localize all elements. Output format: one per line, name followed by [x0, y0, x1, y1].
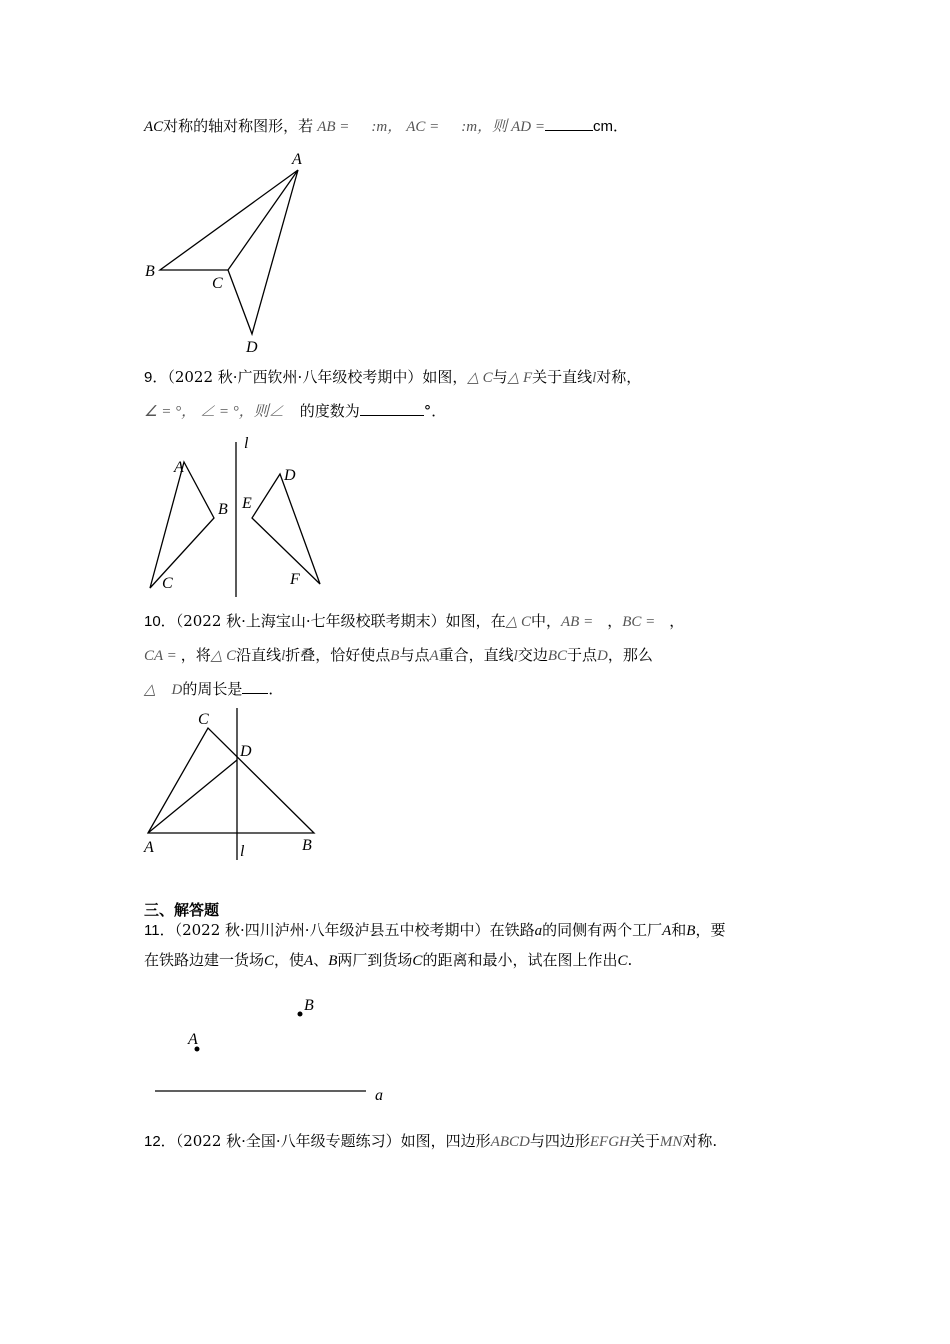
q9-angle2: ∠ = °，则 [200, 404, 269, 420]
q9-label-f: F [290, 571, 300, 588]
q10-bc2: BC [547, 648, 568, 664]
q10-figure [140, 700, 340, 865]
q9-tri1: △ C [467, 370, 493, 386]
q10-text9: 于点 [567, 646, 598, 664]
q11-label-b: B [304, 997, 314, 1014]
q8-unit2: :m，则 [461, 119, 508, 135]
q10-line2 [144, 645, 653, 666]
q8-line [144, 116, 628, 137]
q11-line2 [144, 950, 632, 971]
q8-label-d: D [246, 339, 258, 356]
q8-ac: AC = [406, 119, 440, 135]
q11-and: 和 [671, 921, 687, 939]
q9-triangle-def [252, 474, 320, 584]
q12-text3: 对称. [682, 1132, 718, 1150]
q10-text1: 如图，在 [445, 612, 506, 630]
q10-text7: 重合，直线 [438, 646, 514, 664]
q12-num: 12． [144, 1133, 176, 1150]
q10-comma1: ， [607, 612, 623, 630]
q11-B2: B [328, 953, 338, 969]
q9-tri2: △ F [507, 370, 533, 386]
q10-text3: ，将 [180, 646, 211, 664]
q10-ab: AB = [561, 614, 594, 630]
q12-q2: EFGH [589, 1134, 630, 1150]
q9-text2: 关于直线 [532, 368, 593, 386]
q10-segment-ad [148, 760, 237, 833]
q11-source: （2022 秋·四川泸州·八年级泸县五中校考期中） [174, 921, 490, 939]
q8-unit3: cm． [592, 118, 628, 135]
q12-with: 与四边形 [529, 1132, 590, 1150]
q12-source: （2022 秋·全国·八年级专题练习） [175, 1132, 401, 1150]
q11-line1 [144, 920, 725, 941]
q11-text3: ，要 [695, 921, 726, 939]
q11-text5: ，使 [274, 951, 305, 969]
q8-label-b: B [145, 263, 155, 280]
q9-line1 [144, 367, 641, 388]
q8-figure [140, 150, 320, 360]
q9-label-c: C [162, 575, 173, 592]
q12-q1: ABCD [490, 1134, 530, 1150]
q11-text6: 两厂到货场 [337, 951, 413, 969]
q12-text1: 如图，四边形 [400, 1132, 491, 1150]
q10-label-l: l [240, 843, 245, 860]
q9-deg: °． [423, 402, 447, 420]
q8-answer-blank[interactable] [545, 116, 593, 131]
q9-source: （2022 秋·广西钦州·八年级校考期中） [167, 368, 423, 386]
q10-label-b: B [302, 837, 312, 854]
q11-num: 11． [144, 922, 175, 939]
q11-label-rail: a [375, 1087, 383, 1104]
q10-line1 [144, 611, 684, 632]
q10-text2: 中， [530, 612, 561, 630]
q9-label-l: l [244, 435, 249, 452]
q11-figure [150, 990, 400, 1105]
q11-C: C [264, 953, 275, 969]
q10-source: （2022 秋·上海宝山·七年级校联考期末） [175, 612, 446, 630]
q9-label-a: A [174, 459, 184, 476]
q10-text11: 的周长是 [182, 680, 243, 698]
q12-text2: 关于 [629, 1132, 660, 1150]
q9-angle3: ∠ [268, 404, 284, 420]
q10-tri2: △ C [210, 648, 237, 664]
q10-bc: BC = [622, 614, 656, 630]
q11-text1: 在铁路 [489, 921, 535, 939]
q9-text4: 的度数为 [299, 402, 360, 420]
q10-num: 10． [144, 613, 176, 630]
q10-ca: CA = [144, 648, 177, 664]
q9-label-e: E [242, 495, 252, 512]
q10-tri: △ C [505, 614, 531, 630]
q11-A2: A [304, 953, 314, 969]
q10-line3 [144, 679, 283, 700]
q9-label-d: D [284, 467, 296, 484]
q11-C2: C [412, 953, 423, 969]
q10-answer-blank[interactable] [242, 679, 268, 694]
q10-tri3: △ [144, 682, 156, 698]
q11-text7: 的距离和最小，试在图上作出 [422, 951, 618, 969]
q8-ab: AB = [317, 119, 350, 135]
q11-a: a [534, 923, 543, 939]
q11-C3: C [617, 953, 628, 969]
q9-text3: 对称， [596, 368, 642, 386]
q10-text8: 交边 [517, 646, 548, 664]
q12-line1 [144, 1131, 717, 1152]
q8-label-c: C [212, 275, 223, 292]
q10-end: ． [268, 680, 284, 698]
q8-lead: AC [144, 119, 164, 135]
q9-angle1: ∠ = °， [144, 404, 197, 420]
q11-text4: 在铁路边建一货场 [144, 951, 265, 969]
q9-num: 9． [144, 369, 168, 386]
q10-comma2: ， [669, 612, 685, 630]
q10-text5: 折叠，恰好使点 [285, 646, 391, 664]
q10-pb: B [390, 648, 400, 664]
q11-label-a: A [188, 1031, 198, 1048]
q11-B: B [686, 923, 696, 939]
q8-text1: 对称的轴对称图形，若 [163, 117, 314, 135]
q10-l: l [281, 648, 286, 664]
q9-triangle-abc [150, 462, 214, 588]
q11-text2: 的同侧有两个工厂 [542, 921, 663, 939]
q11-A: A [662, 923, 672, 939]
q10-triangle-abc [148, 728, 314, 833]
q9-label-b: B [218, 501, 228, 518]
q11-end: . [627, 951, 633, 969]
q9-l: l [592, 370, 597, 386]
q10-text4: 沿直线 [236, 646, 282, 664]
section-title: 三、解答题 [144, 902, 220, 919]
q8-unit1: :m， [371, 119, 403, 135]
q10-l2: l [513, 648, 518, 664]
q9-figure [140, 432, 340, 602]
q10-pd: D [597, 648, 608, 664]
q8-ad: AD = [511, 119, 545, 135]
q10-text10: ，那么 [607, 646, 653, 664]
q10-pd2: D [171, 682, 183, 698]
q9-line2 [144, 401, 446, 422]
q9-answer-blank[interactable] [360, 401, 424, 416]
q10-label-d: D [240, 743, 252, 760]
q11-point-b [298, 1012, 303, 1017]
q9-text1: 如图， [422, 368, 468, 386]
q11-sep: 、 [313, 951, 329, 969]
q8-label-a: A [292, 151, 302, 168]
q10-label-a: A [144, 839, 154, 856]
q10-label-c: C [198, 711, 209, 728]
q10-text6: 与点 [399, 646, 430, 664]
q12-mn: MN [659, 1134, 683, 1150]
q10-pa: A [429, 648, 439, 664]
q9-with: 与 [492, 368, 508, 386]
